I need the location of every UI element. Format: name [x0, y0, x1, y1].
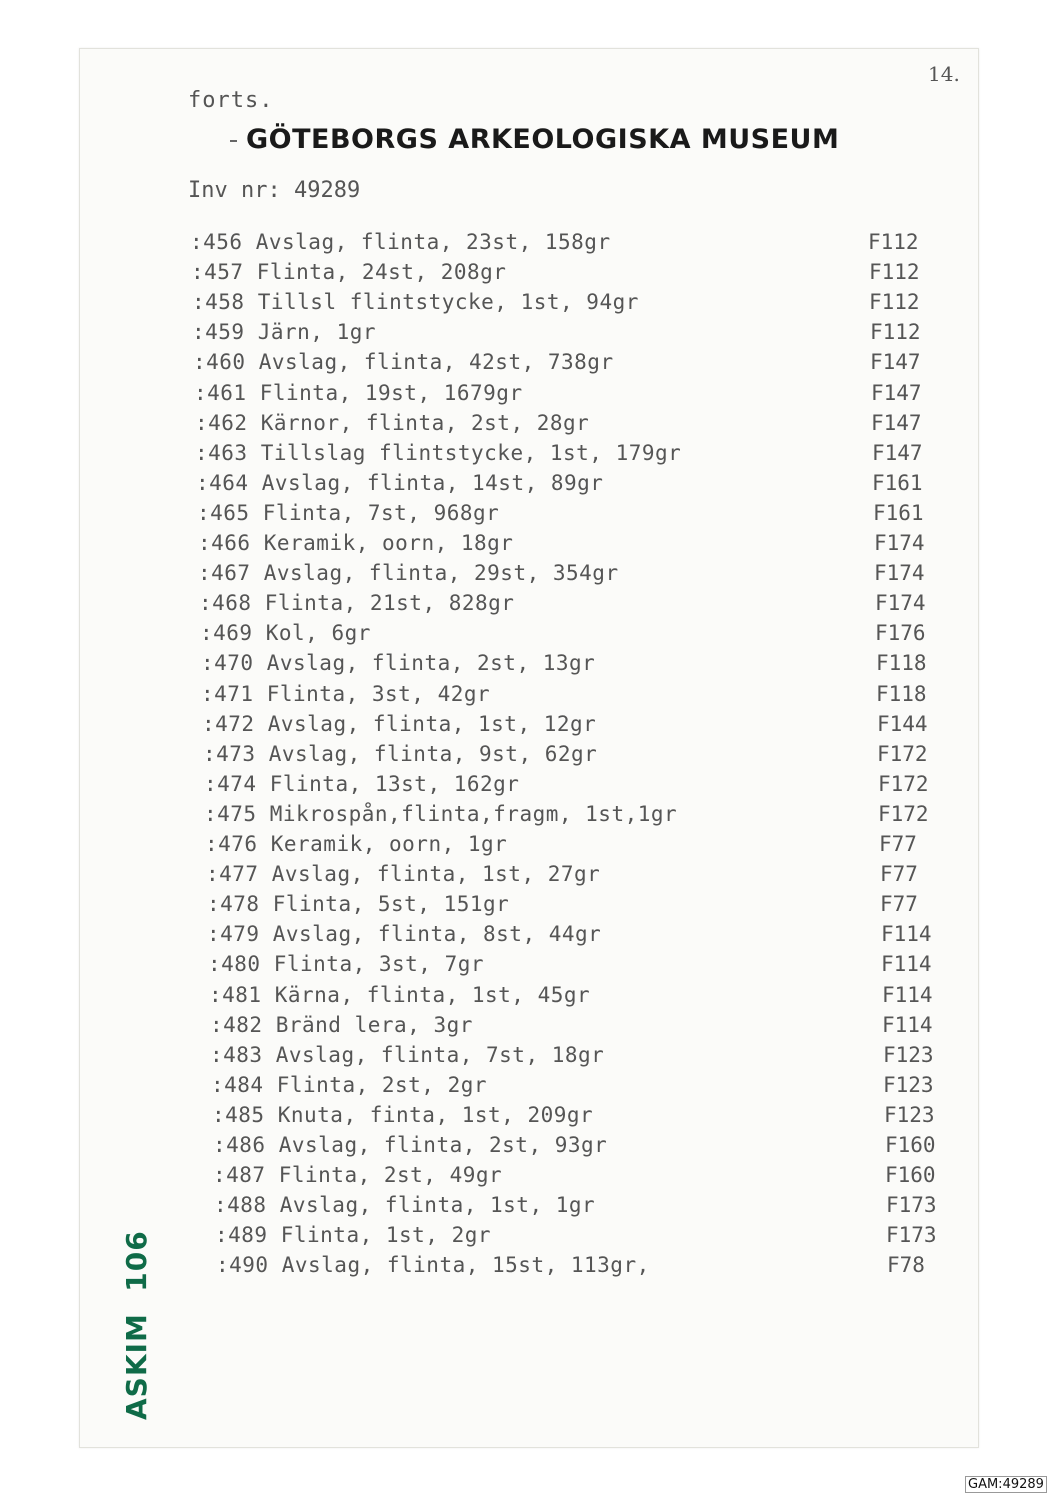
entry-location: F172 [877, 741, 928, 766]
entry-location: F77 [879, 832, 917, 856]
entry-number: :488 [214, 1193, 267, 1218]
entry-location: F118 [876, 651, 927, 676]
entry-description: Flinta, 2st, 2gr [276, 1072, 488, 1097]
entry-location: F160 [885, 1133, 936, 1157]
entry-description: Kärna, flinta, 1st, 45gr [274, 982, 591, 1007]
entry-number: :479 [207, 922, 260, 947]
entry-description: Kärnor, flinta, 2st, 28gr [260, 410, 590, 435]
entry-number: :469 [200, 621, 253, 646]
entry-description: Flinta, 7st, 968gr [262, 500, 500, 525]
entry-row [207, 892, 509, 916]
entry-location: F112 [868, 230, 919, 254]
entry-description: Flinta, 21st, 828gr [264, 591, 515, 616]
entry-description: Tillslag flintstycke, 1st, 179gr [260, 440, 682, 465]
entry-description: Keramik, oorn, 18gr [263, 531, 514, 555]
entry-description: Flinta, 19st, 1679gr [259, 380, 523, 405]
inventory-number: Inv nr: 49289 [188, 178, 361, 203]
entry-description: Flinta, 5st, 151gr [272, 892, 510, 917]
entry-location: F160 [885, 1163, 936, 1188]
entry-number: :486 [213, 1133, 266, 1157]
entry-row [216, 1253, 650, 1277]
entry-row [195, 411, 589, 435]
entry-number: :487 [213, 1163, 266, 1188]
entry-description: Avslag, flinta, 1st, 1gr [279, 1193, 596, 1218]
entry-row [195, 441, 681, 465]
dash-mark [230, 140, 237, 142]
entry-number: :457 [191, 260, 244, 285]
entry-row [204, 772, 519, 796]
entry-number: :460 [193, 350, 246, 375]
entry-location: F174 [874, 561, 925, 586]
entry-row [206, 862, 600, 886]
entry-number: :489 [215, 1223, 268, 1248]
entry-number: :467 [198, 561, 251, 586]
entry-location: F147 [871, 410, 922, 435]
entry-number: :465 [197, 500, 250, 525]
entry-description: Avslag, flinta, 15st, 113gr, [281, 1253, 650, 1278]
entry-row [191, 260, 506, 284]
entry-row [209, 983, 590, 1007]
entry-number: :456 [190, 230, 243, 254]
entry-description: Flinta, 13st, 162gr [269, 771, 520, 796]
entry-number: :468 [199, 591, 252, 616]
entry-row [203, 742, 597, 766]
entry-row [213, 1163, 502, 1187]
entry-number: :475 [204, 801, 257, 826]
entry-location: F174 [875, 591, 926, 616]
entry-description: Avslag, flinta, 2st, 93gr [278, 1133, 608, 1157]
entry-number: :478 [207, 892, 260, 917]
entry-location: F118 [876, 681, 927, 706]
entry-number: :482 [210, 1012, 263, 1037]
entry-description: Flinta, 3st, 7gr [273, 952, 485, 977]
entry-number: :462 [195, 410, 248, 435]
entry-description: Järn, 1gr [257, 320, 377, 345]
entry-description: Mikrospån,flinta,fragm, 1st,1gr [269, 801, 678, 826]
entry-location: F176 [875, 621, 926, 646]
entry-row [202, 712, 596, 736]
entry-row [205, 832, 507, 856]
entry-location: F144 [877, 711, 928, 736]
entry-row [196, 471, 603, 495]
entry-description: Flinta, 1st, 2gr [280, 1223, 492, 1248]
entry-location: F114 [881, 952, 932, 977]
entry-location: F173 [886, 1193, 937, 1218]
entry-number: :474 [204, 771, 257, 796]
entry-number: :476 [205, 832, 258, 856]
entry-description: Avslag, flinta, 23st, 158gr [255, 230, 611, 254]
entry-description: Flinta, 24st, 208gr [256, 260, 507, 285]
entry-row [192, 320, 376, 344]
entry-number: :466 [198, 531, 251, 555]
entry-number: :464 [196, 470, 249, 495]
entry-row [198, 561, 619, 585]
entry-description: Tillsl flintstycke, 1st, 94gr [257, 290, 639, 315]
entry-row [207, 922, 601, 946]
entry-row [211, 1073, 487, 1097]
entry-number: :484 [211, 1072, 264, 1097]
entry-location: F172 [878, 771, 929, 796]
entry-location: F114 [882, 1012, 933, 1037]
entry-description: Avslag, flinta, 1st, 27gr [271, 862, 601, 887]
entry-location: F161 [872, 470, 923, 495]
entry-row [190, 230, 611, 254]
entry-location: F174 [874, 531, 925, 555]
entry-number: :485 [212, 1102, 265, 1127]
entry-location: F112 [869, 290, 920, 315]
entry-location: F147 [872, 440, 923, 465]
askim-stamp: ASKIM 106 [120, 1230, 153, 1420]
entry-number: :481 [209, 982, 262, 1007]
entry-number: :480 [208, 952, 261, 977]
entry-row [200, 621, 371, 645]
entry-row [192, 290, 639, 314]
entry-number: :477 [206, 862, 259, 887]
entry-location: F123 [884, 1102, 935, 1127]
entry-row [212, 1103, 593, 1127]
entry-location: F147 [870, 350, 921, 375]
entry-row [210, 1013, 473, 1037]
entry-row [214, 1193, 595, 1217]
entry-location: F114 [882, 982, 933, 1007]
entry-row [193, 350, 614, 374]
entry-number: :483 [210, 1042, 263, 1067]
entry-description: Avslag, flinta, 7st, 18gr [275, 1042, 605, 1067]
entry-description: Avslag, flinta, 42st, 738gr [258, 350, 614, 375]
entry-number: :472 [202, 711, 255, 736]
entry-description: Avslag, flinta, 29st, 354gr [263, 561, 619, 586]
entry-location: F112 [870, 320, 921, 345]
continued-label: forts. [188, 88, 274, 113]
entry-row [215, 1223, 491, 1247]
entry-row [201, 651, 595, 675]
entry-row [194, 381, 523, 405]
entry-row [199, 591, 514, 615]
entry-location: F123 [883, 1042, 934, 1067]
entry-number: :458 [192, 290, 245, 315]
entry-location: F173 [886, 1223, 937, 1248]
entry-description: Keramik, oorn, 1gr [270, 832, 508, 856]
entry-number: :471 [201, 681, 254, 706]
entry-number: :490 [216, 1253, 269, 1278]
entry-number: :470 [201, 651, 254, 676]
reference-label: GAM:49289 [965, 1476, 1047, 1493]
entry-location: F172 [878, 801, 929, 826]
entry-number: :461 [194, 380, 247, 405]
entry-description: Knuta, finta, 1st, 209gr [277, 1102, 594, 1127]
entry-description: Flinta, 2st, 49gr [278, 1163, 503, 1188]
entry-description: Avslag, flinta, 14st, 89gr [261, 470, 604, 495]
entry-location: F78 [887, 1253, 925, 1278]
entry-location: F77 [880, 862, 918, 887]
entry-number: :463 [195, 440, 248, 465]
page-number: 14. [928, 62, 960, 86]
entry-number: :459 [192, 320, 245, 345]
entry-row [204, 802, 677, 826]
entry-row [198, 531, 513, 555]
entry-location: F77 [880, 892, 918, 917]
entry-number: :473 [203, 741, 256, 766]
entry-location: F114 [881, 922, 932, 947]
entry-description: Avslag, flinta, 2st, 13gr [266, 651, 596, 676]
entry-location: F161 [873, 500, 924, 525]
entry-description: Bränd lera, 3gr [275, 1012, 473, 1037]
entry-row [201, 682, 490, 706]
entry-description: Kol, 6gr [265, 621, 371, 646]
entry-row [210, 1043, 604, 1067]
entry-row [208, 952, 484, 976]
entry-row [197, 501, 499, 525]
entry-description: Avslag, flinta, 1st, 12gr [267, 711, 597, 736]
entry-location: F112 [869, 260, 920, 285]
entry-location: F147 [871, 380, 922, 405]
museum-heading: GÖTEBORGS ARKEOLOGISKA MUSEUM [246, 124, 840, 155]
entry-description: Avslag, flinta, 8st, 44gr [272, 922, 602, 947]
entry-location: F123 [883, 1072, 934, 1097]
entry-row [213, 1133, 607, 1157]
entry-description: Flinta, 3st, 42gr [266, 681, 491, 706]
entry-description: Avslag, flinta, 9st, 62gr [268, 741, 598, 766]
